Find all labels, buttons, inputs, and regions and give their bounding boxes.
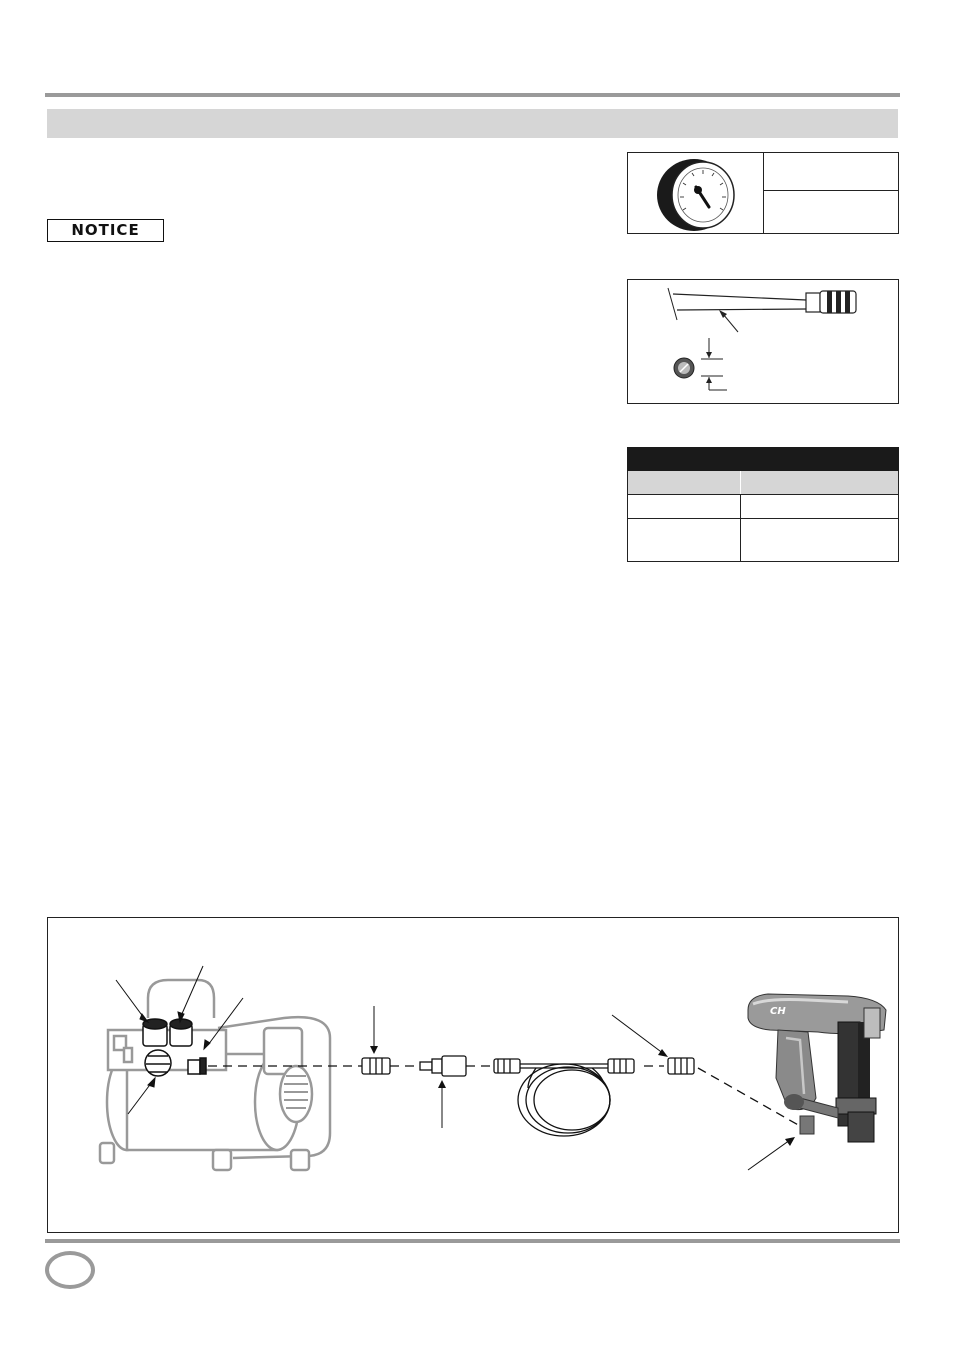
gauge-figure-divider-v bbox=[763, 153, 764, 233]
hose-coil-icon bbox=[494, 1059, 634, 1136]
gauge-figure bbox=[627, 152, 899, 234]
spec-table-row bbox=[627, 495, 899, 519]
spec-table-cell bbox=[741, 495, 898, 518]
plug-icon bbox=[420, 1056, 466, 1076]
spec-table-subheader-col2 bbox=[741, 471, 898, 494]
hose-figure bbox=[627, 279, 899, 404]
page-number-badge bbox=[45, 1251, 95, 1289]
gauge-figure-divider-h bbox=[763, 190, 899, 191]
air-compressor-illustration bbox=[100, 980, 330, 1170]
spec-table-row bbox=[627, 519, 899, 562]
bottom-rule bbox=[45, 1239, 900, 1243]
section-heading-bar bbox=[47, 109, 898, 138]
spec-table-subheader bbox=[627, 471, 899, 495]
coupler-icon bbox=[668, 1058, 694, 1074]
coupler-icon bbox=[362, 1058, 390, 1074]
pneumatic-nailer-illustration bbox=[748, 994, 886, 1142]
nailer-brand-mark: CH bbox=[770, 1006, 786, 1017]
spec-table-cell bbox=[628, 519, 741, 561]
notice-label: NOTICE bbox=[47, 219, 164, 242]
spec-table bbox=[627, 447, 899, 562]
spec-table-subheader-col1 bbox=[628, 471, 741, 494]
assembly-figure bbox=[47, 917, 899, 1233]
spec-table-cell bbox=[741, 519, 898, 561]
spec-table-cell bbox=[628, 495, 741, 518]
hose-with-coupler-icon bbox=[628, 280, 898, 403]
pressure-gauge-icon bbox=[653, 155, 743, 233]
top-rule bbox=[45, 93, 900, 97]
spec-table-header bbox=[627, 447, 899, 471]
assembly-illustration bbox=[48, 918, 898, 1232]
